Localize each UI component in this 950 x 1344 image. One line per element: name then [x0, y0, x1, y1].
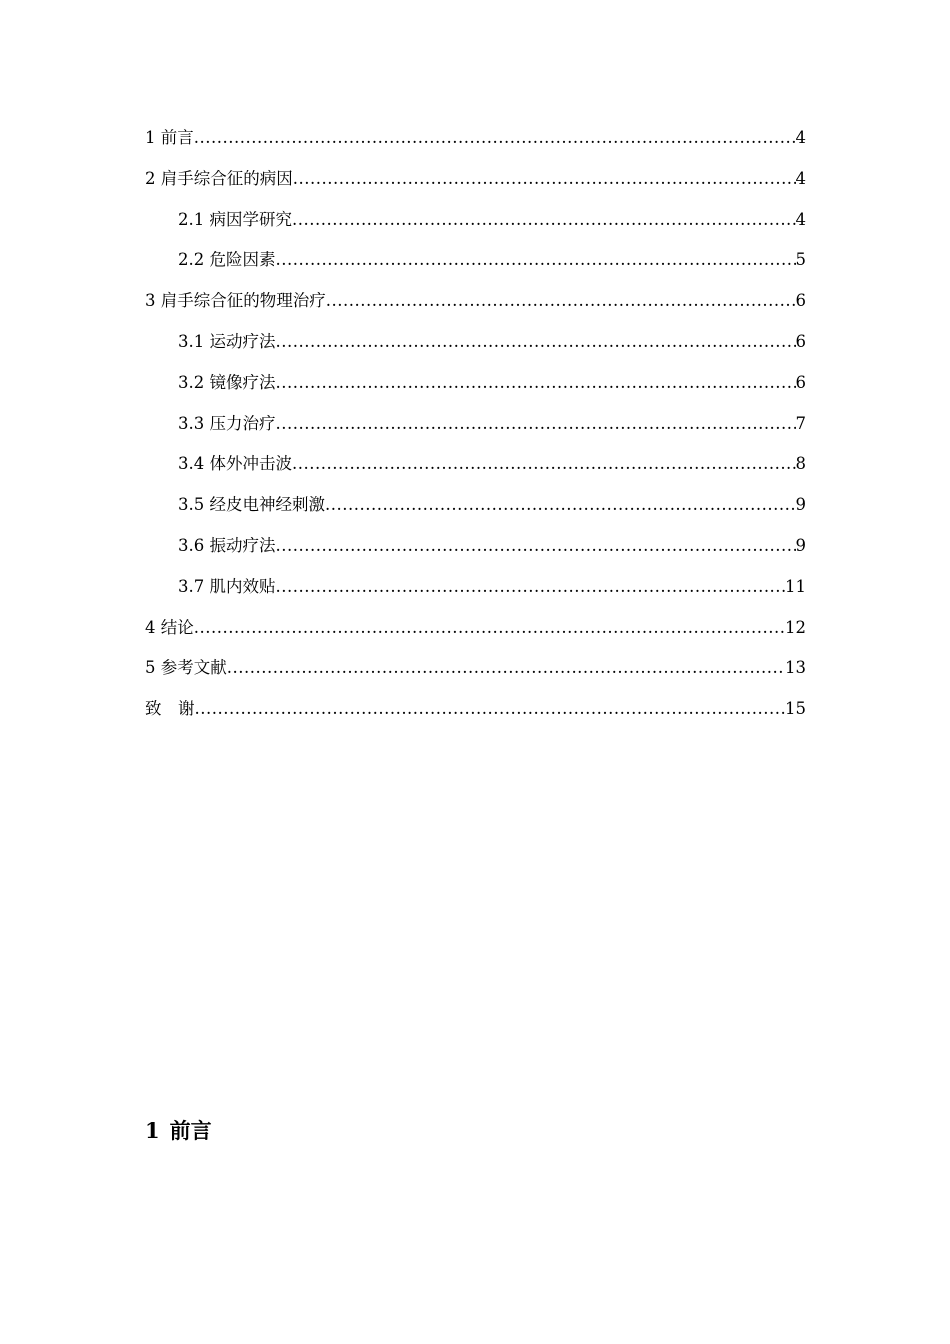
toc-leader-dots [292, 450, 796, 478]
toc-entry-label: 4 结论 [145, 617, 194, 637]
toc-entry-page: 12 [785, 617, 806, 637]
toc-leader-dots [276, 532, 796, 560]
section-number: 1 [145, 1118, 160, 1143]
toc-entry-label: 致 谢 [145, 699, 195, 719]
toc-entry-page: 4 [795, 168, 806, 188]
toc-leader-dots [325, 491, 796, 519]
toc-leader-dots [276, 328, 796, 356]
toc-entry[interactable] [145, 328, 806, 369]
section-heading [145, 1113, 212, 1149]
toc-entry[interactable] [145, 614, 806, 655]
toc-leader-dots [293, 165, 796, 193]
toc-entry-label: 3.2 镜像疗法 [178, 372, 276, 392]
toc-entry-page: 4 [795, 128, 806, 147]
toc-entry[interactable] [145, 532, 806, 573]
toc-leader-dots [276, 369, 796, 397]
toc-entry-page: 8 [795, 454, 806, 474]
toc-entry-label: 2.1 病因学研究 [178, 209, 292, 229]
toc-entry[interactable] [145, 573, 806, 614]
toc-entry-page: 4 [795, 209, 806, 229]
toc-entry-page: 7 [795, 413, 806, 433]
toc-entry[interactable] [145, 246, 806, 287]
toc-leader-dots [194, 124, 796, 152]
toc-leader-dots [292, 206, 796, 234]
toc-entry-label: 3 肩手综合征的物理治疗 [145, 291, 326, 311]
toc-entry[interactable] [145, 654, 806, 695]
toc-entry-page: 11 [785, 576, 806, 596]
toc-entry-page: 6 [795, 291, 806, 311]
toc-entry-page: 9 [795, 535, 806, 555]
toc-leader-dots [276, 573, 786, 601]
toc-entry[interactable] [145, 124, 806, 165]
toc-entry-page: 6 [795, 331, 806, 351]
toc-entry-page: 6 [795, 372, 806, 392]
toc-leader-dots [227, 654, 785, 682]
toc-entry[interactable] [145, 450, 806, 491]
toc-leader-dots [195, 695, 786, 723]
toc-entry-page: 13 [785, 658, 806, 678]
toc-entry[interactable] [145, 206, 806, 247]
toc-entry-label: 3.3 压力治疗 [178, 413, 276, 433]
toc-entry-page: 9 [795, 495, 806, 515]
toc-entry-label: 5 参考文献 [145, 658, 227, 678]
toc-entry-label: 2.2 危险因素 [178, 250, 276, 270]
toc-entry-label: 3.1 运动疗法 [178, 331, 276, 351]
toc-entry[interactable] [145, 695, 806, 736]
toc-entry-label: 1 前言 [145, 128, 194, 147]
toc-entry-label: 3.6 振动疗法 [178, 535, 276, 555]
section-title: 前言 [169, 1118, 212, 1143]
toc-leader-dots [194, 614, 785, 642]
toc-entry[interactable] [145, 491, 806, 532]
toc-entry-label: 2 肩手综合征的病因 [145, 168, 293, 188]
table-of-contents [145, 124, 806, 736]
toc-entry[interactable] [145, 410, 806, 451]
toc-entry-page: 5 [795, 250, 806, 270]
toc-entry-label: 3.7 肌内效贴 [178, 576, 276, 596]
toc-leader-dots [326, 287, 796, 315]
toc-entry[interactable] [145, 287, 806, 328]
toc-leader-dots [276, 246, 796, 274]
toc-entry-label: 3.5 经皮电神经刺激 [178, 495, 325, 515]
toc-entry[interactable] [145, 165, 806, 206]
toc-leader-dots [276, 410, 796, 438]
toc-entry-label: 3.4 体外冲击波 [178, 454, 292, 474]
toc-entry[interactable] [145, 369, 806, 410]
toc-entry-page: 15 [785, 699, 806, 719]
